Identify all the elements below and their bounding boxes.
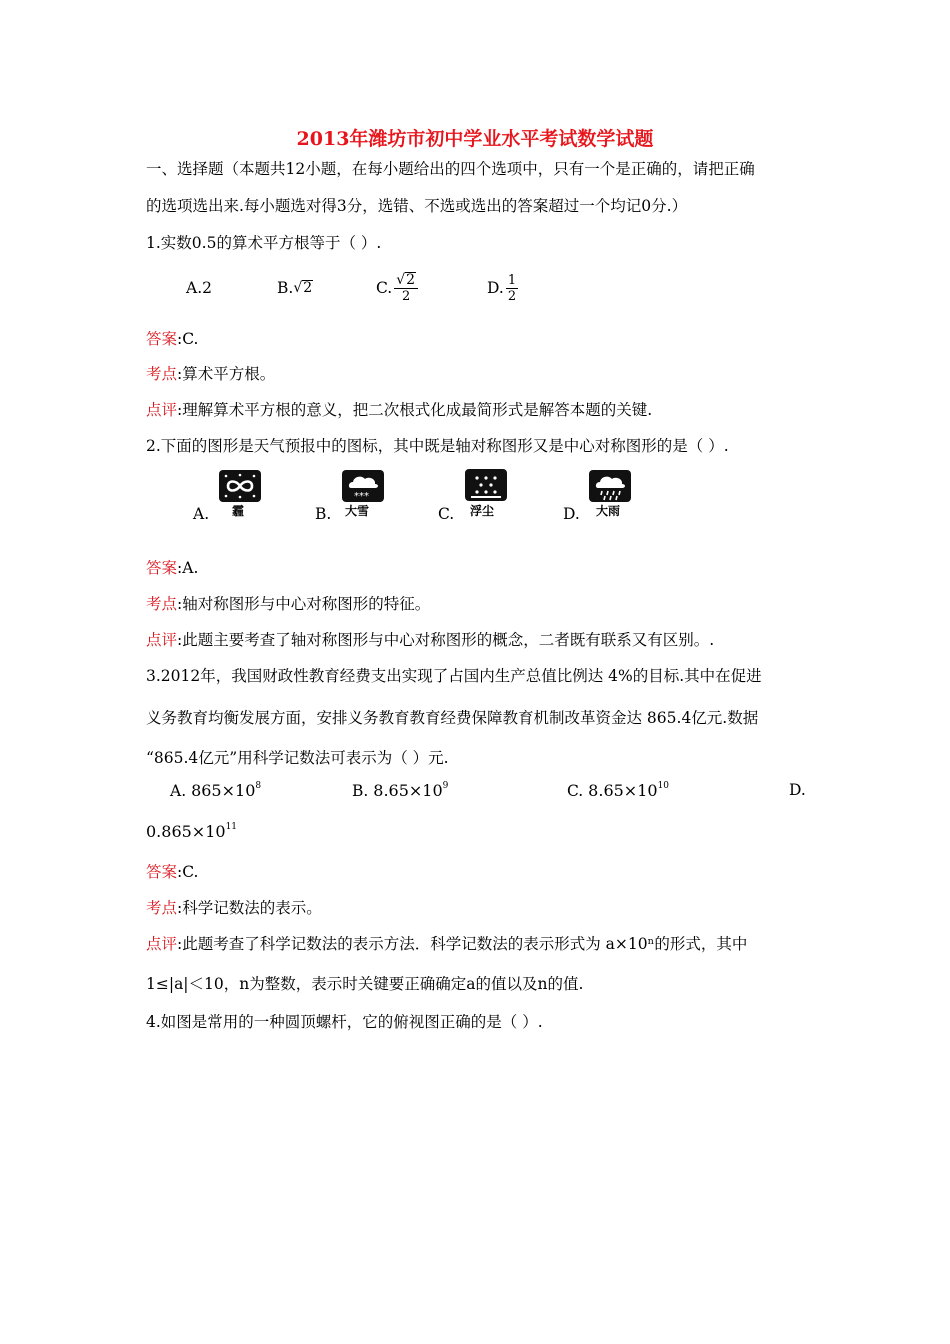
- q3-option-d-exponent: 11: [225, 822, 238, 832]
- point-label: 考点: [146, 365, 178, 383]
- q1-option-d-letter: D.: [487, 279, 504, 297]
- heavy-rain-icon: [589, 470, 631, 502]
- q2-answer: 答案:A.: [146, 559, 199, 577]
- q1-option-c: [376, 268, 418, 308]
- q1-option-b-radicand: 2: [303, 280, 313, 296]
- q3-option-c-letter: C.: [567, 782, 584, 800]
- q2-answer-value: A.: [182, 559, 199, 577]
- q3-comment-text: 此题考查了科学记数法的表示方法．科学记数法的表示形式为 a×10ⁿ的形式，其中: [182, 935, 748, 953]
- q2-option-c-label: 浮尘: [470, 504, 495, 518]
- q2-option-a-label: 霾: [232, 504, 245, 518]
- q3-stem-line3: “865.4亿元”用科学记数法可表示为（ ）元.: [146, 749, 449, 767]
- answer-label: 答案: [146, 330, 178, 348]
- comment-label: 点评: [146, 401, 178, 419]
- q3-option-b-letter: B.: [352, 782, 369, 800]
- q1-option-d: [487, 268, 518, 308]
- q3-point-text: 科学记数法的表示。: [182, 899, 322, 917]
- q1-option-c-letter: C.: [376, 279, 393, 297]
- q1-comment: 点评:理解算术平方根的意义，把二次根式化成最简形式是解答本题的关键.: [146, 401, 653, 419]
- q1-option-c-denominator: 2: [402, 289, 411, 304]
- answer-label: 答案: [146, 863, 178, 881]
- q3-option-c-exponent: 10: [657, 781, 670, 791]
- q3-comment: 点评:此题考查了科学记数法的表示方法．科学记数法的表示形式为 a×10ⁿ的形式，其中: [146, 935, 748, 953]
- heavy-snow-icon: [342, 470, 384, 502]
- q2-option-a-letter: A.: [193, 505, 210, 523]
- q3-option-c: [567, 781, 669, 800]
- q3-point: 考点:科学记数法的表示。: [146, 899, 322, 917]
- q3-option-a-exponent: 8: [255, 781, 262, 791]
- q3-stem-line2: 义务教育均衡发展方面，安排义务教育教育经费保障教育机制改革资金达 865.4亿元.数据: [146, 709, 759, 727]
- q1-option-c-fraction: √ 2 2: [394, 272, 418, 304]
- floating-dust-icon: [465, 469, 507, 501]
- comment-label: 点评: [146, 935, 178, 953]
- q3-option-a: [170, 781, 261, 800]
- q2-option-d-label: 大雨: [596, 504, 621, 518]
- q2-option-d-letter: D.: [563, 505, 580, 523]
- q1-point: 考点:算术平方根。: [146, 365, 276, 383]
- q1-option-b-letter: B.: [277, 279, 294, 297]
- q1-option-c-numerator: 2: [406, 272, 416, 288]
- page-title: 2013年潍坊市初中学业水平考试数学试题: [296, 128, 654, 150]
- point-label: 考点: [146, 899, 178, 917]
- q1-option-b: [277, 276, 313, 300]
- q3-answer: 答案:C.: [146, 863, 199, 881]
- q3-option-d: [146, 822, 237, 841]
- q1-option-d-denominator: 2: [507, 288, 517, 304]
- q1-option-a-letter: A.: [186, 279, 203, 297]
- q2-comment: 点评:此题主要考查了轴对称图形与中心对称图形的概念，二者既有联系又有区别。.: [146, 631, 715, 649]
- q2-stem: 2.下面的图形是天气预报中的图标，其中既是轴对称图形又是中心对称图形的是（ ）.: [146, 437, 729, 455]
- q1-option-a: [186, 276, 212, 300]
- q3-option-b-value: 8.65×10: [373, 781, 443, 800]
- q2-point-text: 轴对称图形与中心对称图形的特征。: [182, 595, 431, 613]
- q1-option-d-numerator: 1: [507, 272, 517, 288]
- section-intro-line1: 一、选择题（本题共12小题，在每小题给出的四个选项中，只有一个是正确的，请把正确: [146, 160, 755, 178]
- q1-point-text: 算术平方根。: [182, 365, 276, 383]
- q3-option-d-value: 0.865×10: [146, 822, 226, 841]
- q1-option-b-sqrt: √ 2: [293, 280, 313, 296]
- point-label: 考点: [146, 595, 178, 613]
- q1-stem: 1.实数0.5的算术平方根等于（ ）.: [146, 234, 382, 252]
- q3-answer-value: C.: [182, 863, 199, 881]
- q2-comment-text: 此题主要考查了轴对称图形与中心对称图形的概念，二者既有联系又有区别。.: [182, 631, 715, 649]
- haze-icon: [219, 470, 261, 502]
- q4-stem: 4.如图是常用的一种圆顶螺杆，它的俯视图正确的是（ ）.: [146, 1013, 543, 1031]
- q2-option-b-label: 大雪: [345, 504, 370, 518]
- q3-option-a-letter: A.: [170, 782, 187, 800]
- q1-comment-text: 理解算术平方根的意义，把二次根式化成最简形式是解答本题的关键.: [182, 401, 653, 419]
- q3-option-d-letter: D.: [789, 781, 806, 799]
- q3-option-c-value: 8.65×10: [588, 781, 658, 800]
- q1-answer: 答案:C.: [146, 330, 199, 348]
- q3-stem-line1: 3.2012年，我国财政性教育经费支出实现了占国内生产总值比例达 4%的目标.其中在促进: [146, 667, 762, 685]
- comment-label: 点评: [146, 631, 178, 649]
- q1-answer-value: C.: [182, 330, 199, 348]
- q3-option-b-exponent: 9: [442, 781, 449, 791]
- q1-option-a-value: 2: [202, 279, 212, 297]
- q1-option-d-fraction: [506, 273, 518, 304]
- svg-text:***: ***: [354, 491, 369, 502]
- section-intro-line2: 的选项选出来.每小题选对得3分，选错、不选或选出的答案超过一个均记0分.）: [146, 197, 688, 215]
- q3-option-a-value: 865×10: [191, 781, 256, 800]
- q2-option-b-letter: B.: [315, 505, 332, 523]
- q2-point: 考点:轴对称图形与中心对称图形的特征。: [146, 595, 431, 613]
- answer-label: 答案: [146, 559, 178, 577]
- q3-option-b: [352, 781, 448, 800]
- q2-option-c-letter: C.: [438, 505, 455, 523]
- q3-comment-line2: 1≤|a|＜10，n为整数，表示时关键要正确确定a的值以及n的值.: [146, 975, 584, 993]
